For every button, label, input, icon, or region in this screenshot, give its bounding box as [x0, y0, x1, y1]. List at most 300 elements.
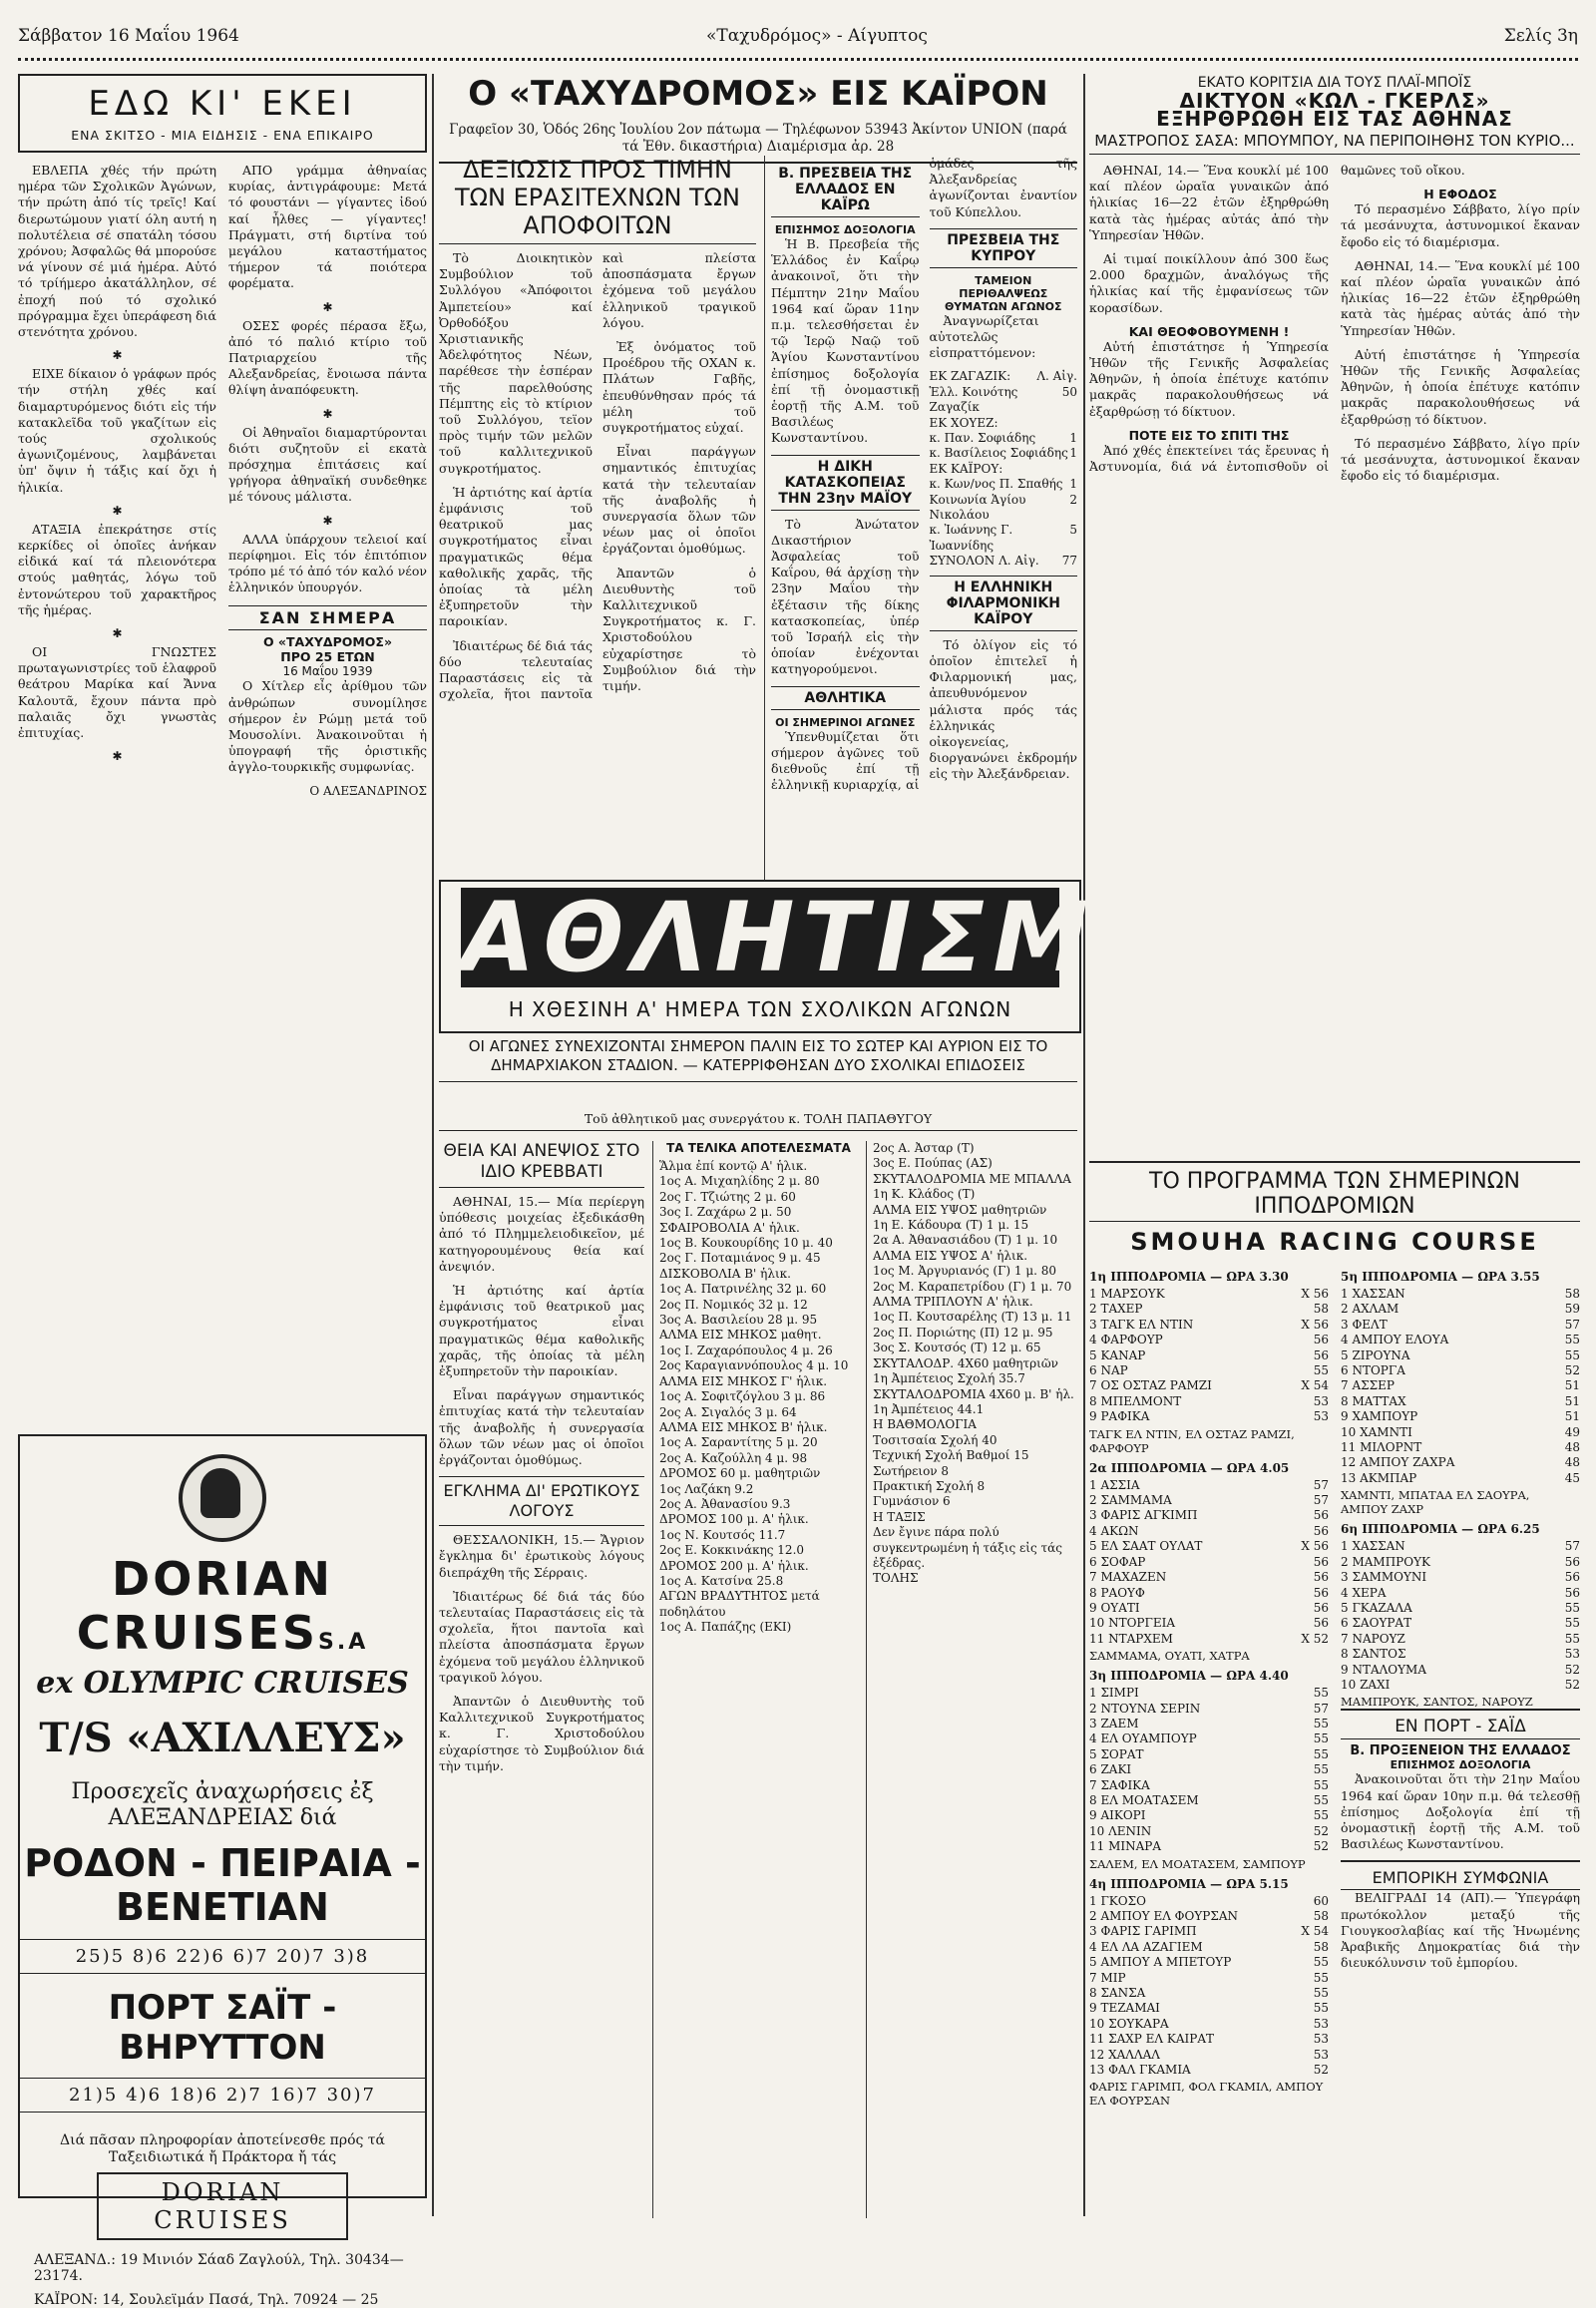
race-favourites: ΣΑΜΜΑΜΑ, ΟΥΑΤΙ, ΧΑΤΡΑ [1089, 1649, 1250, 1664]
result-line: ΔΡΟΜΟΣ 60 μ. μαθητριῶν [659, 1466, 821, 1481]
race-entries [1089, 1686, 1329, 1854]
donor-name: ΕΚ ΚΑΪΡΟΥ: [929, 461, 1003, 476]
ad-dates-2: 21)5 4)6 18)6 2)7 16)7 30)7 [20, 2078, 425, 2113]
donation-amount: 1 [1069, 431, 1077, 446]
horse-weight: 55 [1313, 1970, 1329, 1985]
result-row [873, 1233, 1077, 1248]
result-row [659, 1466, 858, 1481]
result-line: 2ος Μ. Καραπετρίδου (Γ) 1 μ. 70 [873, 1279, 1072, 1294]
horse-weight: 58 [1564, 1287, 1580, 1301]
horse-name: 10 ΛΕΝΙΝ [1089, 1823, 1152, 1838]
race-entry [1089, 1702, 1329, 1717]
horse-weight: 53 [1313, 1409, 1329, 1424]
result-row [873, 1310, 1077, 1325]
hippodrome-title: ΤΟ ΠΡΟΓΡΑΜΜΑ ΤΩΝ ΣΗΜΕΡΙΝΩΝ ΙΠΠΟΔΡΟΜΙΩΝ [1089, 1161, 1580, 1222]
horse-name: 2 ΤΑΧΕΡ [1089, 1302, 1143, 1317]
horse-name: 8 ΣΑΝΤΟΣ [1341, 1647, 1406, 1662]
result-line: 3ος Σ. Κουτσός (Τ) 12 μ. 65 [873, 1341, 1041, 1355]
donation-amount: Λ. Αἰγ. [1036, 369, 1077, 384]
result-line: Σωτήρειον 8 [873, 1463, 950, 1478]
paragraph: Εἶναι παράγγων σημαντικός ἐπιτυχίας κατά τὴν τελευταίαν τῆς ἀναβολῆς ἡ συνεργασία ὅλων τῶν νέων μας οἱ ὁποῖοι ἐργάζονται ὁμοθύμως. [602, 444, 756, 557]
result-row [873, 1417, 1077, 1432]
result-line: 2ος Ε. Κοκκινάκης 12.0 [659, 1543, 805, 1558]
result-row [659, 1589, 858, 1620]
horse-name: 10 ΖΑΧΙ [1341, 1677, 1391, 1692]
race-heading: 6η ΙΠΠΟΔΡΟΜΙΑ — ΩΡΑ 6.25 [1341, 1522, 1540, 1537]
race-entries [1089, 1287, 1329, 1425]
separator-star-icon: ✱ [322, 513, 333, 528]
horse-name: 9 ΤΕΖΑΜΑΙ [1089, 2001, 1160, 2016]
horse-weight: 52 [1313, 1823, 1329, 1838]
masthead-address: Γραφεῖον 30, Ὁδός 26ης Ἰουλίου 2ον πάτωμα — Τηλέφωνον 53943 Ἀκίντον UNION (παρά τά Ἐθν. δικαστήρια) Διαμέρισμα ἀρ. 28 [449, 122, 1067, 155]
result-line: ΔΡΟΜΟΣ 100 μ. Α' ἡλικ. [659, 1512, 809, 1527]
race-entry [1341, 1471, 1580, 1486]
athletics-banner [439, 880, 1260, 1033]
san-simera-date: 16 Μαΐου 1939 [282, 664, 373, 679]
athletics-banner-title: ΑΘΛΗΤΙΣΜΟΣ [461, 882, 1260, 993]
result-row [659, 1497, 858, 1512]
separator-star-icon: ✱ [322, 406, 333, 421]
horse-weight: 55 [1313, 1955, 1329, 1970]
san-simera-line: Ο «ΤΑΧΥΔΡΟΜΟΣ» [262, 634, 393, 650]
result-row [659, 1389, 858, 1404]
horse-name: 5 ΖΙΡΟΥΝΑ [1341, 1347, 1410, 1362]
result-line: ΑΛΜΑ ΕΙΣ ΥΨΟΣ μαθητριῶν [873, 1202, 1047, 1217]
horse-name: 4 ΑΚΩΝ [1089, 1523, 1139, 1538]
horse-weight: 55 [1313, 1746, 1329, 1761]
horse-name: 12 ΧΑΛΛΑΛ [1089, 2047, 1160, 2062]
horse-weight: 51 [1564, 1409, 1580, 1424]
ad-dates-1: 25)5 8)6 22)6 6)7 20)7 3)8 [20, 1939, 425, 1974]
horse-weight: 55 [1313, 2001, 1329, 2016]
horse-weight: 48 [1564, 1455, 1580, 1470]
horse-weight: 56 [1313, 1570, 1329, 1585]
result-row [873, 1356, 1077, 1371]
horse-name: 10 ΝΤΟΡΓΕΙΑ [1089, 1616, 1175, 1631]
horse-weight: 52 [1313, 2063, 1329, 2078]
horse-weight: 49 [1564, 1424, 1580, 1439]
horse-name: 4 ΑΜΠΟΥ ΕΛΟΥΑ [1341, 1333, 1449, 1347]
column-rule [1083, 74, 1085, 2216]
result-row [873, 1264, 1077, 1279]
horse-weight: 59 [1564, 1302, 1580, 1317]
donation-amount: 50 [1061, 384, 1077, 399]
race-entry [1341, 1555, 1580, 1570]
section-subtitle: Η ΕΦΟΔΟΣ [1423, 187, 1497, 202]
horse-weight: 58 [1313, 1302, 1329, 1317]
result-row [873, 1525, 1077, 1571]
result-row [873, 1156, 1077, 1171]
race-entry [1341, 1333, 1580, 1347]
horse-name: 7 ΝΑΡΟΥΖ [1341, 1631, 1405, 1646]
horse-name: 1 ΧΑΣΣΑΝ [1341, 1539, 1405, 1554]
horse-name: 2 ΣΑΜΜΑΜΑ [1089, 1493, 1172, 1508]
paragraph: ΕΒΛΕΠΑ χθές τήν πρώτη ημέρα τῶν Σχολικῶν Ἀγώνων, τήν πρώτη ἀπό τίς τρεῖς! Καί διερωτώμουν γιατί όλη αυτή η πολυτέλεια σέ σπατάλη τόσου χρόνου; Ἀσφαλῶς θά μπορούσε νά γίνουν σέ μιά ἡμέρα. Αὐτό τό τρίήμερο ἀκατάλληλον, σέ ἐποχή πού τό σχολικό πρόγραμμα ἔχει ὑπεράφεση διά στενότητα χρόνου. [18, 163, 216, 340]
san-simera-box [228, 605, 427, 797]
article-headline [1089, 74, 1580, 155]
result-line: 2ος Καραγιαννόπουλος 4 μ. 10 [659, 1358, 849, 1373]
donation-amount: 1 [1069, 446, 1077, 461]
race-entry [1089, 1586, 1329, 1601]
race-entry [1089, 1409, 1329, 1424]
edo-ki-ekei-box [18, 74, 427, 153]
horse-weight: 55 [1564, 1631, 1580, 1646]
result-row [659, 1174, 858, 1189]
race-favourites: ΦΑΡΙΣ ΓΑΡΙΜΠ, ΦΟΛ ΓΚΑΜΙΛ, ΑΜΠΟΥ ΕΛ ΦΟΥΡΣΑΝ [1089, 2080, 1324, 2109]
result-row [659, 1267, 858, 1282]
page-header-bar [18, 18, 1578, 61]
result-row [873, 1280, 1077, 1295]
result-line: 3ος Ι. Ζαχάρω 2 μ. 50 [659, 1205, 792, 1220]
horse-name: 5 ΓΚΑΖΑΛΑ [1341, 1600, 1412, 1615]
race-favourites: ΤΑΓΚ ΕΛ ΝΤΙΝ, ΕΛ ΟΣΤΑΖ ΡΑΜΖΙ, ΦΑΡΦΟΥΡ [1089, 1426, 1295, 1455]
ad-address-alexandria: ΑΛΕΞΑΝΔ.: 19 Μινιόν Σάαδ Ζαγλούλ, Τηλ. 30434—23174. [34, 2252, 404, 2284]
brief-title: Β. ΠΡΕΣΒΕΙΑ ΤΗΣ ΕΛΛΑΔΟΣ ΕΝ ΚΑΪΡΩ [771, 162, 920, 217]
result-line: 1ος Α. Σαραντίτης 5 μ. 20 [659, 1435, 818, 1450]
paragraph: ΑΠΟ γράμμα ἀθηναίας κυρίας, ἀντιγράφουμε: Μετά τό φουστάνι — γίγαντες ἰδού καί ἦλθες — γίγαντες! Πράγματι, στή διρτίνα τού μεγάλου καταστήματος τήμερον τά ποιότερα φορέματα. [228, 163, 427, 291]
brief-title: ΠΡΕΣΒΕΙΑ ΤΗΣ ΚΥΠΡΟΥ [930, 228, 1078, 268]
race-entry [1089, 1924, 1329, 1939]
horse-name: 10 ΧΑΜΝΤΙ [1341, 1424, 1412, 1439]
horse-name: 8 ΜΑΤΤΑΧ [1341, 1393, 1406, 1408]
san-simera-title: ΣΑΝ ΣΗΜΕΡΑ [228, 605, 427, 630]
article-body [1089, 163, 1580, 1060]
race-entry [1089, 1287, 1329, 1302]
horse-weight: 55 [1313, 1986, 1329, 2001]
result-line: 2ος Α. Σιγαλός 3 μ. 64 [659, 1404, 797, 1419]
result-line: 2ος Π. Ποριώτης (Π) 12 μ. 95 [873, 1325, 1053, 1340]
paragraph: Ἡ ἀρτιότης καί ἀρτία ἐμφάνισις τοῦ θεατρικοῦ μας συγκροτήματος εἶναι πραγματικῶς θέμα καθολικῆς χαρᾶς, τῆς ὁποίας τὰ μέλη ἐξυπηρετοῦν τὴν παροικίαν. [439, 484, 593, 629]
result-row [659, 1282, 858, 1297]
horse-weight: Χ 52 [1301, 1631, 1329, 1646]
race-entry [1089, 1986, 1329, 2001]
donor-name: ΕΚ ΖΑΓΑΖΙΚ: [929, 369, 1011, 384]
result-line: 1ος Μ. Ἀργυριανός (Γ) 1 μ. 80 [873, 1264, 1057, 1279]
horse-name: 5 ΚΑΝΑΡ [1089, 1347, 1146, 1362]
donor-name: κ. Ἰωάννης Γ. Ἰωαννίδης [929, 523, 1013, 553]
race-entry [1089, 1762, 1329, 1777]
race-entry [1341, 1663, 1580, 1678]
horse-name: 7 ΟΣ ΟΣΤΑΖ ΡΑΜΖΙ [1089, 1378, 1212, 1393]
result-line: ΑΛΜΑ ΕΙΣ ΜΗΚΟΣ μαθητ. [659, 1328, 822, 1343]
result-line: 2ος Α. Καζούλλη 4 μ. 98 [659, 1450, 808, 1465]
separator-star-icon: ✱ [112, 503, 123, 518]
race-entry [1089, 1333, 1329, 1347]
result-row [873, 1494, 1077, 1509]
brief-title: ΑΘΛΗΤΙΚΑ [771, 686, 920, 710]
port-said-section [1341, 1709, 1580, 1971]
paragraph: Ἀναγνωρίζεται αὐτοτελῶς εἰσπραττόμενον: [929, 312, 1039, 361]
result-line: 2ος Γ. Τζιώτης 2 μ. 60 [659, 1189, 796, 1204]
results-column-1 [652, 1141, 858, 2218]
horse-weight: Χ 54 [1301, 1378, 1329, 1393]
port-said-subtitle: ΕΠΙΣΗΜΟΣ ΔΟΞΟΛΟΓΙΑ [1390, 1758, 1531, 1772]
paragraph: Ἀνακοινοῦται ὅτι τὴν 21ην Μαΐου 1964 καί ὥραν 10ην π.μ. θά τελεσθῇ ἐπίσημος Δοξολογία ἐπί τῇ ὀνομαστικῇ ἑορτῇ τῆς Α.Μ. τοῦ Βασιλέως Κωνσταντίνου. [1341, 1771, 1580, 1852]
race-entry [1341, 1318, 1580, 1333]
result-line: 1ος Ν. Κουτσός 11.7 [659, 1527, 786, 1542]
paragraph: Τό ὀλίγον εἰς τό ὁποῖον ἐπιτελεῖ ἡ Φιλαρμονική μας, ἀπευθυνόμενον μάλιστα πρός τάς ἑλληνικάς οἰκογενείας, διοργανώνει ἐκδρομήν εἰς τὴν Ἀλεξάνδρειαν. [929, 636, 1077, 782]
horse-weight: 57 [1313, 1477, 1329, 1492]
horse-name: 4 ΕΛ ΛΑ ΑΖΑΓΙΕΜ [1089, 1939, 1203, 1954]
result-row [659, 1251, 858, 1266]
paragraph: Ἰδιαιτέρως δέ διά τάς δύο τελευταίας Παραστάσεις εἰς τὰ σχολεῖα, ἥτοι παντοῖα καὶ πλείστα ἀποσπάσματα ἔργων ἐχόμενα τοῦ μεγάλου ἑλληνικοῦ τραγικοῦ λόγου. [439, 1588, 644, 1685]
result-row [659, 1574, 858, 1589]
horse-name: 8 ΜΠΕΛΜΟΝΤ [1089, 1393, 1182, 1408]
horse-name: 3 ΦΑΡΙΣ ΑΓΚΙΜΠ [1089, 1508, 1198, 1523]
horse-weight: 55 [1564, 1333, 1580, 1347]
list-item [930, 416, 1078, 431]
list-item [930, 446, 1078, 461]
ad-brand-suffix: S.A [318, 1630, 369, 1655]
race-entry [1341, 1409, 1580, 1424]
result-row [659, 1205, 858, 1220]
paragraph: Τὸ Ἀνώτατον Δικαστήριον Ἀσφαλείας τοῦ Καΐρου, θά ἀρχίσῃ τὴν 23ην Μαΐου τὴν ἐξέτασιν τῆς δίκης κατασκοπείας, ὑπέρ τοῦ Ἰσραήλ εἰς τὴν ὁποίαν ἐνέχονται κατηγορούμενοι. [771, 516, 920, 677]
result-row [873, 1510, 1077, 1525]
paragraph: Ἡ ἀρτιότης καί ἀρτία ἐμφάνισις τοῦ θεατρικοῦ μας συγκροτήματος εἶναι πραγματικῶς θέμα καθολικῆς χαρᾶς, τῆς ὁποίας τὰ μέλη ἐξυπηρετοῦν τὴν παροικίαν. [439, 1283, 644, 1379]
horse-name: 1 ΑΣΣΙΑ [1089, 1477, 1140, 1492]
result-line: Δεν ἔγινε πάρα πολύ συγκεντρωμένη ἡ τάξις εἰς τάς ἐξέδρας. [873, 1525, 1062, 1570]
horse-weight: 56 [1313, 1616, 1329, 1631]
race-entry [1341, 1632, 1580, 1647]
brief-subtitle: ΟΙ ΣΗΜΕΡΙΝΟΙ ΑΓΩΝΕΣ [775, 715, 916, 729]
list-item [930, 385, 1078, 416]
race-entry [1341, 1440, 1580, 1455]
result-row [873, 1218, 1077, 1233]
horse-weight: 58 [1313, 1909, 1329, 1923]
horse-name: 8 ΣΑΝΣΑ [1089, 1986, 1146, 2001]
result-row [659, 1236, 858, 1251]
horse-name: 3 ΤΑΓΚ ΕΛ ΝΤΙΝ [1089, 1317, 1194, 1332]
paragraph: Ἀπαντῶν ὁ Διευθυντὴς τοῦ Καλλιτεχνικοῦ Συγκροτήματος κ. Γ. Χριστοδούλου εὐχαρίστησε τὸ Συμβούλιον διά τὴν τιμήν. [439, 1694, 644, 1773]
horse-name: 8 ΕΛ ΜΟΑΤΑΣΕΜ [1089, 1792, 1199, 1807]
list-item [930, 477, 1078, 492]
result-line: ΣΚΥΤΑΛΟΔΡΟΜΙΑ 4Χ60 μ. Β' ἡλ. [873, 1386, 1074, 1401]
result-row [873, 1172, 1077, 1187]
horse-name: 6 ΖΑΚΙ [1089, 1762, 1132, 1777]
horse-weight: 56 [1564, 1554, 1580, 1569]
horse-weight: 53 [1313, 1393, 1329, 1408]
race-entry [1089, 2048, 1329, 2063]
paragraph: ΕΙΧΕ δίκαιον ὁ γράφων πρός τήν στήλη χθές καί διαμαρτυρόμενος διότι εἰς τήν κατακλεῖδα τοῦ γκαζίτων εἰς τούς σχολικούς ἀγωνιζομένους, λαμβάνεται ὑπ' ὄψιν ἡ τάξις καί ὄχι ἡ ἡλικία. [18, 366, 216, 495]
horse-name: 5 ΣΟΡΑΤ [1089, 1746, 1144, 1761]
result-line: 2ος Π. Νομικός 32 μ. 12 [659, 1297, 808, 1312]
paragraph: Εἶναι παράγγων σημαντικός ἐπιτυχίας κατά τὴν τελευταίαν τῆς ἀναβολῆς ἡ συνεργασία ὅλων τῶν νέων μας οἱ ὁποῖοι ἐργάζονται ὁμοθύμως. [439, 1387, 644, 1468]
paragraph: Ὑπενθυμίζεται ὅτι σήμερον ἀγῶνες τοῦ διεθνοῦς ἐπί τῇ ἑλληνικῇ κυριαρχίᾳ, αἱ ὁμάδες τῆς Ἀλεξανδρείας ἀγωνίζονται ἐναντίον τοῦ Κύπελλου. [771, 156, 1077, 793]
race-entry [1089, 1824, 1329, 1839]
horse-name: 8 ΡΑΟΥΦ [1089, 1585, 1145, 1600]
result-line: 1ος Α. Κατσίνα 25.8 [659, 1573, 784, 1588]
cairo-masthead [439, 74, 1077, 164]
result-line: ΑΛΜΑ ΕΙΣ ΜΗΚΟΣ Γ' ἡλικ. [659, 1373, 828, 1388]
horse-weight: 55 [1564, 1616, 1580, 1631]
brief-title: Η ΔΙΚΗ ΚΑΤΑΣΚΟΠΕΙΑΣ ΤΗΝ 23ην ΜΑΪΟΥ [771, 455, 920, 511]
headline-line: ΕΚΑΤΟ ΚΟΡΙΤΣΙΑ ΔΙΑ ΤΟΥΣ ΠΛΑΪ-ΜΠΟΪΣ [1197, 75, 1472, 91]
result-line: 3ος Ε. Πούπας (ΑΣ) [873, 1156, 993, 1171]
donor-name: Κοινωνία Ἁγίου Νικολάου [929, 492, 1026, 523]
horse-weight: 57 [1564, 1317, 1580, 1332]
result-line: 2ος Α. Ἀθανασίου 9.3 [659, 1496, 791, 1511]
paragraph: Οἱ Ἀθηναῖοι διαμαρτύρονται διότι συζητοῦν εἰ εκατὰ πρόσχημα ἐπιτάσεις καί γρήγορα ἀθηναϊκή συνδεθηκε μέ τόνους μάλιστα. [228, 424, 427, 505]
result-row [659, 1528, 858, 1543]
result-line: Η ΒΑΘΜΟΛΟΓΙΑ [873, 1417, 977, 1432]
race-entry [1089, 1601, 1329, 1616]
race-entry [1089, 1378, 1329, 1393]
page-date: Σάββατον 16 Μαΐου 1964 [18, 26, 239, 46]
ad-offer: Προσεχεῖς ἀναχωρήσεις ἐξ ΑΛΕΞΑΝΔΡΕΙΑΣ διά [71, 1779, 374, 1830]
horse-weight: 55 [1564, 1600, 1580, 1615]
headline-line: ΜΑΣΤΡΟΠΟΣ ΣΑΣΑ: ΜΠΟΥΜΠΟΥ, ΝΑ ΠΕΡΙΠΟΙΗΘΗΣ ΤΟΝ ΚΥΡΙΟ... [1094, 132, 1575, 150]
horse-weight: 55 [1313, 1686, 1329, 1701]
horse-name: 2 ΑΧΛΑΜ [1341, 1302, 1399, 1317]
result-row [659, 1221, 858, 1236]
signature: Ο ΑΛΕΞΑΝΔΡΙΝΟΣ [309, 783, 427, 798]
race-entry [1089, 1616, 1329, 1631]
paragraph: Ο Χίτλερ εἶς ἀρίθμου τῶν ἀνθρώπων συνομίλησε σήμερον ἐν Ρώμῃ μετά τοῦ Μουσολίνι. Ἀνακοινοῦται ἡ ὑπογραφή τῆς ὁριστικῆς ἀγγλο-τουρκικῆς συμφωνίας. [228, 678, 427, 775]
result-row [873, 1479, 1077, 1494]
result-line: 2α Α. Ἀθανασιάδου (Τ) 1 μ. 10 [873, 1233, 1058, 1248]
result-row [873, 1371, 1077, 1386]
horse-weight: Χ 56 [1301, 1287, 1329, 1301]
result-line: Ἅλμα ἐπί κοντῷ Α' ἡλικ. [659, 1159, 808, 1173]
result-line: 1η Ε. Κάδουρα (Τ) 1 μ. 15 [873, 1218, 1029, 1233]
article-title: ΔΕΞΙΩΣΙΣ ΠΡΟΣ ΤΙΜΗΝ ΤΩΝ ΕΡΑΣΙΤΕΧΝΩΝ ΤΩΝ ΑΠΟΦΟΙΤΩΝ [439, 156, 756, 244]
horse-weight: 55 [1564, 1347, 1580, 1362]
result-row [659, 1482, 858, 1497]
crime-briefs [439, 1141, 644, 2218]
horse-weight: 57 [1313, 1701, 1329, 1716]
result-line: Η ΤΑΞΙΣ [873, 1509, 926, 1524]
paragraph: Τό περασμένο Σάββατο, λίγο πρίν τά μεσάνυχτα, ἀστυνομικοί ἔκαναν ἔφοδο εἰς τό διαμέρισμα. [1341, 435, 1580, 484]
page-number: Σελίς 3η [1503, 26, 1578, 46]
separator-star-icon: ✱ [112, 749, 123, 764]
race-entry [1089, 1539, 1329, 1554]
article-body [439, 250, 756, 988]
result-line: 1ος Α. Πατρινέλης 32 μ. 60 [659, 1282, 827, 1297]
race-entries [1089, 1478, 1329, 1647]
horse-name: 1 ΜΑΡΣΟΥΚ [1089, 1287, 1165, 1301]
donation-amount: 2 [1069, 492, 1077, 507]
horse-name: 9 ΟΥΑΤΙ [1089, 1600, 1140, 1615]
column-rule [432, 74, 434, 2216]
result-row [659, 1512, 858, 1527]
horse-weight: 55 [1313, 1792, 1329, 1807]
result-row [659, 1559, 858, 1574]
horse-name: 2 ΑΜΠΟΥ ΕΛ ΦΟΥΡΣΑΝ [1089, 1909, 1239, 1923]
separator-star-icon: ✱ [322, 299, 333, 314]
result-row [659, 1298, 858, 1313]
paragraph: ΑΘΗΝΑΙ, 15.— Μία περίεργη ὑπόθεσις μοιχείας ἐξεδικάσθη ἀπό τό Πλημμελειοδικεῖον, μέ κατηγορουμένους θεία καί ἀνεψιόν. [439, 1194, 644, 1274]
race-entry [1341, 1302, 1580, 1317]
horse-weight: 53 [1313, 2032, 1329, 2047]
result-line: Τοσιτσαία Σχολή 40 [873, 1432, 998, 1447]
race-favourites: ΜΑΜΠΡΟΥΚ, ΣΑΝΤΟΣ, ΝΑΡΟΥΖ [1341, 1695, 1533, 1710]
race-heading: 4η ΙΠΠΟΔΡΟΜΙΑ — ΩΡΑ 5.15 [1089, 1876, 1289, 1891]
brief-title: Η ΕΛΛΗΝΙΚΗ ΦΙΛΑΡΜΟΝΙΚΗ ΚΑΪΡΟΥ [930, 576, 1078, 631]
dorian-cruises-logo-icon [179, 1454, 266, 1542]
paragraph: Αὐτή ἐπιστάτησε ἡ Ὑπηρεσία Ἠθῶν τῆς Γενικῆς Ἀσφαλείας Ἀθηνῶν, ἡ ὁποία ἐπέτυχε κατόπιν μακρᾶς παρακολουθήσεως νά ἐξαρθρώσῃ τό δίκτυον. [1089, 338, 1329, 419]
result-row [659, 1190, 858, 1205]
result-line: ΔΡΟΜΟΣ 200 μ. Α' ἡλικ. [659, 1558, 809, 1573]
list-item [930, 554, 1078, 569]
race-entry [1341, 1647, 1580, 1662]
hippodrome-subtitle: SMOUHA RACING COURSE [1130, 1228, 1539, 1256]
horse-name: 9 ΑΙΚΟΡΙ [1089, 1808, 1146, 1823]
horse-weight: 56 [1313, 1600, 1329, 1615]
result-line: ΑΛΜΑ ΤΡΙΠΛΟΥΝ Α' ἡλικ. [873, 1295, 1033, 1310]
race-entries [1341, 1287, 1580, 1486]
race-entry [1089, 1894, 1329, 1909]
race-entry [1089, 1524, 1329, 1539]
paragraph: Ἡ Β. Πρεσβεία τῆς Ἑλλάδος ἐν Καΐρῳ ἀνακοινοῖ, ὅτι τὴν Πέμπτην 21ην Μαΐου 1964 καί ὥραν 11ην π.μ. τελεσθήσεται ἐν τῷ Ἱερῷ Ναῷ τοῦ Ἁγίου Κωνσταντίνου ἐπίσημος δοξολογία ἐπί τῇ ὀνομαστικῇ ἑορτῇ τῆς Α.Μ. τοῦ Βασιλέως Κωνσταντίνου. [771, 236, 920, 446]
edo-ki-ekei-title: ΕΔΩ ΚΙ' ΕΚΕΙ [88, 84, 357, 124]
horse-weight: 53 [1313, 2016, 1329, 2031]
race-entry [1089, 1348, 1329, 1363]
race-entry [1089, 1940, 1329, 1955]
horse-weight: 51 [1564, 1378, 1580, 1393]
result-line: 1ος Α. Μιχαηλίδης 2 μ. 80 [659, 1174, 820, 1189]
result-row [659, 1344, 858, 1358]
horse-name: 6 ΣΟΦΑΡ [1089, 1554, 1146, 1569]
race-entry [1341, 1455, 1580, 1470]
result-row [873, 1187, 1077, 1202]
horse-name: 1 ΓΚΟΣΟ [1089, 1893, 1146, 1908]
paragraph: ΑΛΛΑ ὑπάρχουν τελειοί καί περίφημοι. Εἰς τόν ἐπιτόπιον τρόπο μέ τό ἀπό τόν καλό νέον ἑλληνικόν ὑπουργόν. [228, 531, 427, 595]
ad-ex-brand: ex OLYMPIC CRUISES [36, 1666, 409, 1701]
race-entry [1089, 1839, 1329, 1854]
horse-name: 9 ΧΑΜΠΟΥΡ [1341, 1409, 1418, 1424]
race-entry [1089, 1394, 1329, 1409]
horse-weight: 48 [1564, 1440, 1580, 1455]
ad-brand-box: DORIAN CRUISES [97, 2172, 348, 2240]
horse-name: 1 ΣΙΜΡΙ [1089, 1686, 1139, 1701]
race-favourites: ΣΑΛΕΜ, ΕΛ ΜΟΑΤΑΣΕΜ, ΣΑΜΠΟΥΡ [1089, 1856, 1306, 1871]
paragraph: Τὸ Διοικητικὸν Συμβούλιον τοῦ Συλλόγου «Ἀπόφοιτοι Ἀμπετείου» καί Ὀρθοδόξου Χριστιανικῆς Ἀδελφότητος Νέων, παρέθεσε τὴν ἑσπέραν τῆς παρελθούσης Πέμπτης εἰς τὸ κτίριον τοῦ Συλλόγου, τεϊον πρὸς τιμήν τῶν μελῶν τοῦ καλλιτεχνικοῦ συγκροτήματος. [439, 250, 593, 476]
race-entry [1089, 1971, 1329, 1986]
list-item [930, 523, 1078, 554]
result-line: 3ος Α. Βασιλείου 28 μ. 95 [659, 1313, 818, 1328]
results-title: ΤΑ ΤΕΛΙΚΑ ΑΠΟΤΕΛΕΣΜΑΤΑ [666, 1141, 851, 1155]
race-entry [1341, 1394, 1580, 1409]
horse-weight: Χ 54 [1301, 1924, 1329, 1939]
horse-name: 11 ΝΤΑΡΧΕΜ [1089, 1631, 1173, 1646]
list-item [930, 462, 1078, 477]
race-entry [1089, 1909, 1329, 1924]
paragraph: Τό περασμένο Σάββατο, λίγο πρίν τά μεσάνυχτα, ἀστυνομικοί ἔκαναν ἔφοδο εἰς τό διαμέρισμα. [1341, 201, 1580, 249]
list-item [930, 431, 1078, 446]
horse-name: 4 ΦΑΡΦΟΥΡ [1089, 1333, 1163, 1347]
section-subtitle: ΠΟΤΕ ΕΙΣ ΤΟ ΣΠΙΤΙ ΤΗΣ [1128, 427, 1290, 443]
donation-list [930, 369, 1078, 569]
result-line: ΔΙΣΚΟΒΟΛΙΑ Β' ἡλικ. [659, 1266, 791, 1281]
result-line: 1ος Α. Παπάζης (ΕΚΙ) [659, 1620, 792, 1635]
donor-name: κ. Παν. Σοφιάδης [929, 431, 1036, 446]
horse-weight: 53 [1564, 1647, 1580, 1662]
race-entry [1341, 1425, 1580, 1440]
trade-title: ΕΜΠΟΡΙΚΗ ΣΥΜΦΩΝΙΑ [1341, 1860, 1580, 1890]
race-entries [1341, 1539, 1580, 1693]
donor-name: κ. Βασίλειος Σοφιάδης [929, 446, 1068, 461]
horse-weight: Χ 56 [1301, 1539, 1329, 1554]
results-list [873, 1141, 1077, 1587]
horse-weight: 57 [1564, 1539, 1580, 1554]
horse-name: 3 ΦΑΡΙΣ ΓΑΡΙΜΠ [1089, 1924, 1197, 1939]
result-row [659, 1435, 858, 1450]
horse-name: 2 ΝΤΟΥΝΑ ΣΕΡΙΝ [1089, 1701, 1201, 1716]
ad-brand [20, 1552, 425, 1660]
horse-name: 3 ΣΑΜΜΟΥΝΙ [1341, 1570, 1427, 1585]
horse-weight: 45 [1564, 1470, 1580, 1485]
result-line: 1ος Α. Σοφιτζόγλου 3 μ. 86 [659, 1389, 826, 1404]
